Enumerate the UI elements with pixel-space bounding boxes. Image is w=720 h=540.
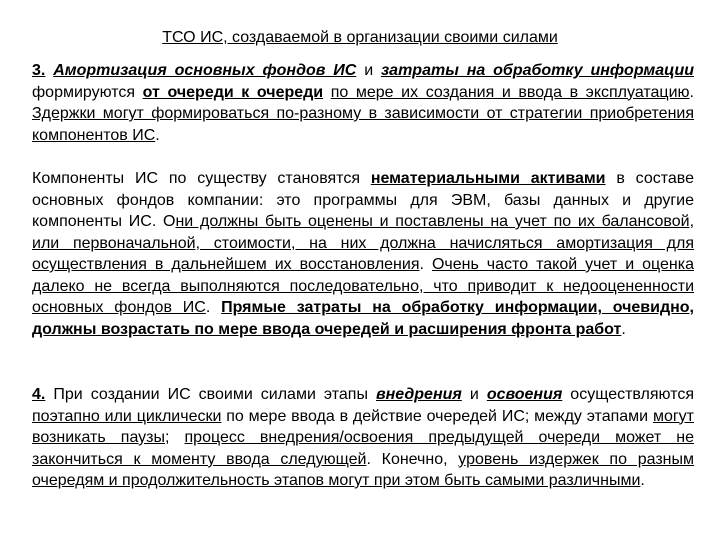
paragraph-amortization xyxy=(32,60,694,146)
text-run: формируются xyxy=(32,83,143,101)
phrase-valuation: ни должны быть оценены и поставлены на учет по их балансовой, или первоначальной, стоимости, на них должна начисляться амортизация для осуществления в дальнейшем их восстановления xyxy=(32,213,695,273)
paragraph-implementation xyxy=(32,384,694,492)
text-run: . xyxy=(205,299,222,316)
text-run: по мере ввода в действие очередей ИС; между этапами xyxy=(221,407,653,425)
text-run: осуществляются xyxy=(562,386,695,403)
term-adoption: освоения xyxy=(486,386,563,403)
phrase-accounting-issue: Очень часто такой учет и оценка далеко не всегда выполняются последовательно, что приводит к недооцененности основных фондов ИС xyxy=(32,256,695,316)
text-run: в составе основных фондов компании: это программы для ЭВМ, базы данных и другие компоненты ИС. О xyxy=(32,170,695,230)
phrase-by-creation: по мере их создания и ввода в эксплуатацию xyxy=(330,83,690,101)
paragraph-intangible-assets xyxy=(32,168,694,340)
phrase-queue-to-queue: от очереди к очереди xyxy=(142,83,324,101)
text-run: . xyxy=(621,320,626,338)
phrase-stepwise: поэтапно или циклически xyxy=(32,407,222,425)
phrase-cost-strategy: Здержки могут формироваться по-разному в зависимости от стратегии приобретения компонентов ИС xyxy=(32,105,694,144)
phrase-direct-costs: Прямые затраты на обработку информации, очевидно, должны возрастать по мере ввода очередей и расширения фронта работ xyxy=(32,299,694,338)
text-run: и xyxy=(356,62,381,79)
text-run: . xyxy=(419,256,432,273)
text-run: . xyxy=(640,472,645,489)
term-processing-costs: затраты на обработку информации xyxy=(381,62,695,79)
text-run: ; xyxy=(165,429,185,446)
text-run xyxy=(323,84,331,101)
text-run: . xyxy=(155,126,160,144)
term-intangible-assets: нематериальными активами xyxy=(370,170,606,187)
term-amortization: Амортизация основных фондов ИС xyxy=(53,62,357,79)
phrase-cost-levels: уровень издержек по разным очередям и продолжительность этапов могут при этом быть самыми различными xyxy=(32,450,694,489)
text-run: и xyxy=(461,386,487,403)
text-run: При создании ИС своими силами этапы xyxy=(45,386,376,403)
term-implementation: внедрения xyxy=(375,386,462,403)
item-number: 4. xyxy=(32,386,46,403)
text-run: . Конечно, xyxy=(366,450,459,468)
item-number: 3. xyxy=(32,62,46,79)
text-run: Компоненты ИС по существу становятся xyxy=(32,170,371,187)
phrase-process-overlap: процесс внедрения/освоения предыдущей очереди может не закончиться к моменту ввода следующей xyxy=(32,429,695,468)
phrase-pauses: могут возникать паузы xyxy=(32,407,694,446)
text-run: . xyxy=(689,83,694,101)
slide-title: ТСО ИС, создаваемой в организации своими силами xyxy=(162,29,558,46)
